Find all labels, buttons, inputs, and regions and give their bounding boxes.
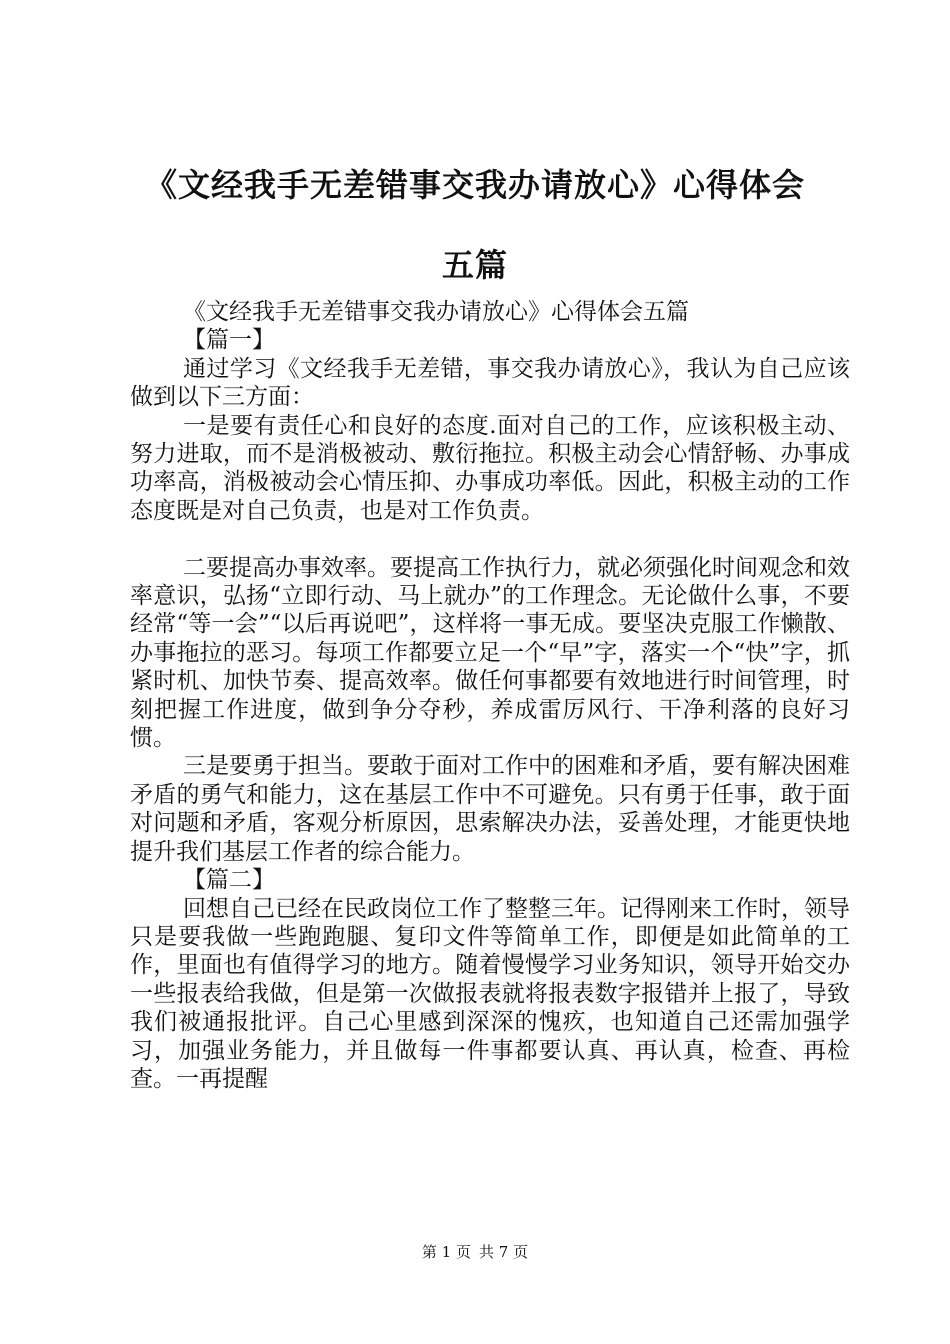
document-subtitle: 《文经我手无差错事交我办请放心》心得体会五篇 — [183, 299, 689, 325]
document-title-line-2: 五篇 — [441, 246, 508, 284]
document-title-line-1: 《文经我手无差错事交我办请放心》心得体会 — [144, 166, 805, 204]
page-number: 第 1 页 — [421, 1243, 471, 1261]
paragraph-section-two: 回想自己已经在民政岗位工作了整整三年。记得刚来工作时，领导只是要我做一些跑跑腿、复印文件等简单工作，即便是如此简单的工作，里面也有值得学习的地方。随着慢慢学习业务知识，领导开始交办一些报表给我做，但是第一次做报表就将报表数字报错并上报了，导致我们被通报批评。自己心里感到深深的愧疚，也知道自己还需加强学习，加强业务能力，并且做每一件事都要认真、再认真，检查、再检查。一再提醒 — [130, 895, 850, 1092]
page-total: 共 7 页 — [479, 1243, 529, 1261]
paragraph-point-two: 二要提高办事效率。要提高工作执行力，就必须强化时间观念和效率意识，弘扬“立即行动、马上就办”的工作理念。无论做什么事，不要经常“等一会”“以后再说吧”，这样将一事无成。要坚决克服工作懒散、办事拖拉的恶习。每项工作都要立足一个“早”字，落实一个“快”字，抓紧时机、加快节奏、提高效率。做任何事都要有效地进行时间管理，时刻把握工作进度，做到争分夺秒，养成雷厉风行、干净利落的良好习惯。 — [130, 554, 850, 752]
paragraph-point-three: 三是要勇于担当。要敢于面对工作中的困难和矛盾，要有解决困难矛盾的勇气和能力，这在基层工作中不可避免。只有勇于任事，敢于面对问题和矛盾，客观分析原因，思索解决办法，妥善处理，才能更快地提升我们基层工作者的综合能力。 — [130, 753, 850, 865]
section-heading-2: 【篇二】 — [183, 867, 275, 894]
document-body — [130, 298, 850, 1093]
section-heading-1: 【篇一】 — [183, 327, 275, 354]
paragraph-intro: 通过学习《文经我手无差错，事交我办请放心》，我认为自己应该做到以下三方面： — [130, 355, 850, 411]
page-footer — [0, 1242, 950, 1262]
paragraph-spacer — [130, 525, 850, 553]
paragraph-point-one: 一是要有责任心和良好的态度.面对自己的工作，应该积极主动、努力进取，而不是消极被动、敷衍拖拉。积极主动会心情舒畅、办事成功率高，消极被动会心情压抑、办事成功率低。因此，积极主动的工作态度既是对自己负责，也是对工作负责。 — [130, 412, 850, 524]
